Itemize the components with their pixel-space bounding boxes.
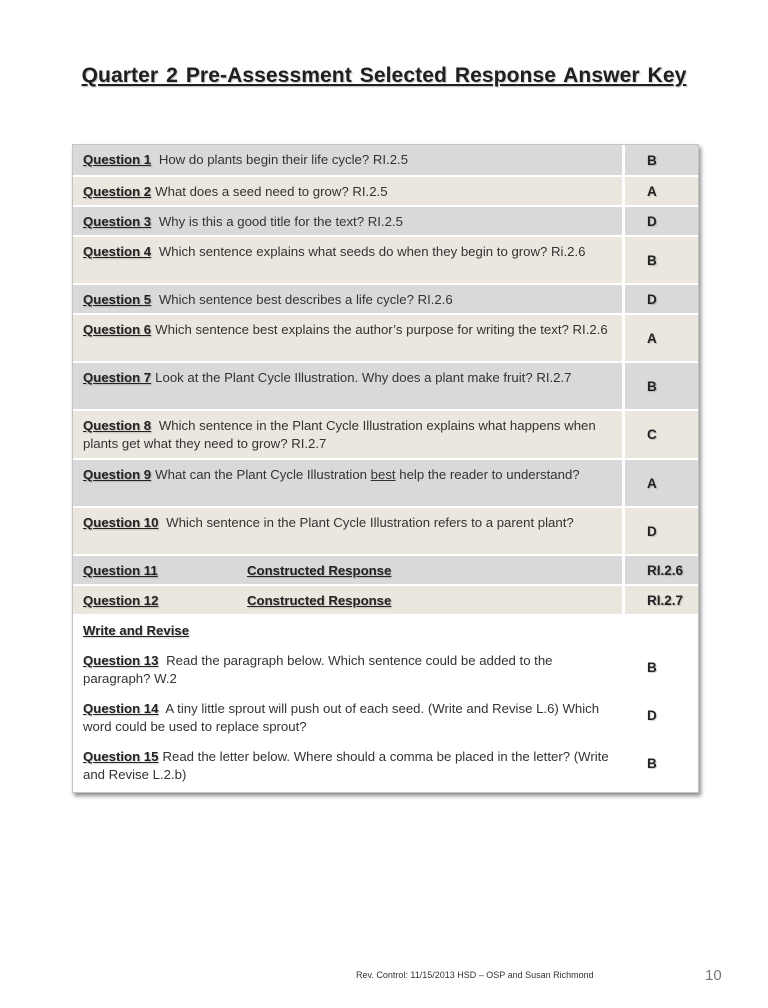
question-text: Read the paragraph below. Which sentence could be added to the paragraph? W.2	[83, 653, 553, 686]
constructed-response-label: Constructed Response	[247, 563, 392, 578]
table-row	[73, 285, 698, 315]
table-row	[73, 207, 698, 237]
question-text: Which sentence in the Plant Cycle Illustration explains what happens when plants get what they need to grow? RI.2.7	[83, 418, 596, 451]
answer-cell: B	[622, 363, 698, 409]
table-row	[73, 237, 698, 285]
question-label: Question 2	[83, 184, 152, 199]
constructed-response-label: Constructed Response	[247, 593, 392, 608]
question-cell	[73, 586, 622, 614]
question-cell	[73, 177, 622, 205]
question-label: Question 12	[83, 593, 159, 608]
answer-cell: D	[622, 207, 698, 235]
answer-key-table	[72, 144, 699, 793]
question-label: Question 11	[83, 563, 158, 578]
answer-cell: A	[622, 315, 698, 361]
section-heading: Write and Revise	[83, 623, 190, 638]
question-cell	[73, 556, 622, 584]
table-row	[73, 556, 698, 586]
list-item	[83, 652, 610, 692]
question-text-emphasis: best	[370, 467, 396, 482]
table-row	[73, 586, 698, 616]
answer-cell: D	[647, 708, 657, 723]
question-label: Question 1	[83, 152, 152, 167]
question-label: Question 8	[83, 418, 152, 433]
answer-cell: A	[622, 460, 698, 506]
question-text: A tiny little sprout will push out of each seed. (Write and Revise L.6) Which word could be used to replace sprout?	[83, 701, 600, 734]
table-row	[73, 145, 698, 177]
answer-cell: RI.2.6	[622, 556, 698, 584]
question-label: Question 7	[83, 370, 152, 385]
question-text-after: help the reader to understand?	[395, 467, 580, 482]
question-text: Which sentence in the Plant Cycle Illustration refers to a parent plant?	[162, 515, 574, 530]
write-and-revise-section	[73, 616, 698, 792]
question-label: Question 10	[83, 515, 159, 530]
question-text: Read the letter below. Where should a comma be placed in the letter? (Write and Revise L.2.b)	[83, 749, 609, 782]
table-row	[73, 508, 698, 556]
question-label: Question 3	[83, 214, 152, 229]
answer-cell: B	[647, 660, 657, 675]
answer-cell: B	[622, 237, 698, 283]
question-label: Question 13	[83, 653, 159, 668]
page-title: Quarter 2 Pre-Assessment Selected Response Answer Key	[81, 64, 687, 87]
question-label: Question 15	[83, 749, 159, 764]
table-row	[73, 411, 698, 460]
question-cell	[73, 285, 622, 313]
answer-cell: B	[622, 145, 698, 175]
question-cell	[73, 315, 622, 361]
question-cell	[73, 207, 622, 235]
question-text: How do plants begin their life cycle? RI.2.5	[155, 152, 409, 167]
question-text: Which sentence best explains the author’s purpose for writing the text? RI.2.6	[155, 322, 608, 337]
question-text: Which sentence explains what seeds do when they begin to grow? Ri.2.6	[155, 244, 586, 259]
question-cell	[73, 508, 622, 554]
question-cell	[73, 363, 622, 409]
answer-cell: A	[622, 177, 698, 205]
answer-cell: C	[622, 411, 698, 458]
question-label: Question 14	[83, 701, 159, 716]
answer-cell: D	[622, 285, 698, 313]
answer-cell: D	[622, 508, 698, 554]
question-label: Question 9	[83, 467, 152, 482]
answer-column	[622, 616, 698, 792]
list-item	[83, 748, 610, 784]
answer-cell: B	[647, 756, 657, 771]
table-row	[73, 363, 698, 411]
question-text-before: What can the Plant Cycle Illustration	[155, 467, 371, 482]
footer-revision-note: Rev. Control: 11/15/2013 HSD – OSP and Susan Richmond	[356, 970, 594, 980]
list-item	[83, 700, 610, 740]
question-cell	[73, 145, 622, 175]
question-text: Which sentence best describes a life cycle? RI.2.6	[155, 292, 453, 307]
page-number: 10	[705, 967, 722, 984]
question-text: Why is this a good title for the text? RI.2.5	[155, 214, 403, 229]
question-text: Look at the Plant Cycle Illustration. Why does a plant make fruit? RI.2.7	[155, 370, 572, 385]
question-cell	[73, 460, 622, 506]
question-cell	[73, 237, 622, 283]
question-label: Question 6	[83, 322, 152, 337]
question-text: What does a seed need to grow? RI.2.5	[155, 184, 388, 199]
question-cell	[73, 616, 622, 792]
table-row	[73, 460, 698, 508]
table-row	[73, 315, 698, 363]
question-cell	[73, 411, 622, 458]
table-row	[73, 177, 698, 207]
question-label: Question 4	[83, 244, 152, 259]
question-label: Question 5	[83, 292, 152, 307]
answer-cell: RI.2.7	[622, 586, 698, 614]
